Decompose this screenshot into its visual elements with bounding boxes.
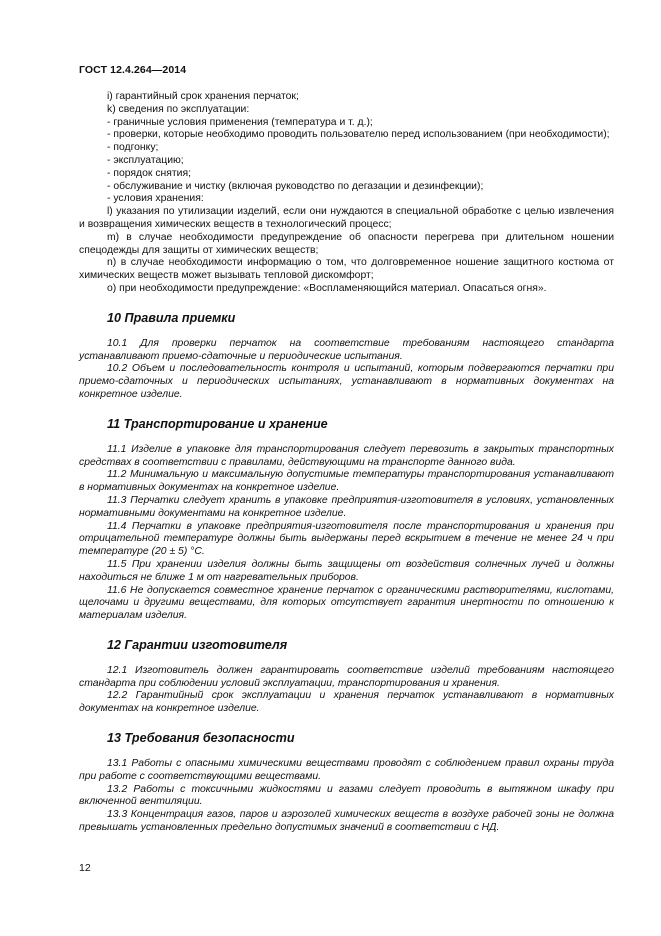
list-item: m) в случае необходимости предупреждение об опасности перегрева при длительном ношении спецодежды для защиты от химических веществ; — [79, 231, 614, 256]
list-item: - условия хранения: — [107, 193, 204, 205]
section-paragraph: 13.2 Работы с токсичными жидкостями и газами следует проводить в вытяжном шкафу при включенной вентиляции. — [79, 783, 614, 808]
document-body — [79, 91, 614, 835]
list-item: k) сведения по эксплуатации: — [107, 103, 250, 115]
section-paragraph: 10.2 Объем и последовательность контроля и испытаний, которым подвергаются перчатки при приемо-сдаточных и периодических испытаниях, устанавливают в нормативных документах на конкретное изделие. — [79, 363, 614, 400]
section-paragraph: 12.1 Изготовитель должен гарантировать соответствие изделий требованиям настоящего стандарта при соблюдении условий эксплуатации, транспортирования и хранения. — [79, 664, 614, 689]
document-header: ГОСТ 12.4.264—2014 — [79, 64, 187, 76]
requirements-list — [79, 91, 614, 296]
section-paragraph: 13.3 Концентрация газов, паров и аэрозолей химических веществ в воздухе рабочей зоны не должна превышать установленных предельно допустимых значений в соответствии с НД. — [79, 809, 614, 834]
list-item: - эксплуатацию; — [107, 154, 184, 166]
section-safety-requirements — [79, 716, 614, 835]
section-heading: 12 Гарантии изготовителя — [107, 637, 288, 652]
list-item: o) при необходимости предупреждение: «Воспламеняющийся материал. Опасаться огня». — [107, 282, 547, 294]
list-item: - подгонку; — [107, 142, 159, 154]
section-paragraph: 11.4 Перчатки в упаковке предприятия-изготовителя после транспортирования и хранения при отрицательной температуре должны быть выдержаны перед вскрытием в течение не менее 24 ч при температуре (20 ± 5) °С. — [79, 520, 614, 558]
section-heading: 10 Правила приемки — [107, 310, 236, 325]
list-item: - порядок снятия; — [107, 167, 191, 179]
section-transport-storage — [79, 402, 614, 623]
section-paragraph: 11.1 Изделие в упаковке для транспортирования следует перевозить в закрытых транспортных средствах в соответствии с правилами, действующими на транспорте данного вида. — [79, 443, 614, 468]
section-manufacturer-guarantees — [79, 623, 614, 716]
section-paragraph: 10.1 Для проверки перчаток на соответствие требованиям настоящего стандарта устанавливают приемо-сдаточные и периодические испытания. — [79, 337, 614, 362]
section-acceptance-rules — [79, 296, 614, 402]
list-item: n) в случае необходимости информацию о том, что долговременное ношение защитного костюма от химических веществ может вызывать тепловой дискомфорт; — [79, 257, 614, 282]
section-paragraph: 11.6 Не допускается совместное хранение перчаток с органическими растворителями, кислотами, щелочами и другими веществами, для которых отсутствует гарантия инертности по отношению к материалам изделия. — [79, 584, 614, 622]
list-item: i) гарантийный срок хранения перчаток; — [107, 91, 299, 102]
section-paragraph: 11.3 Перчатки следует хранить в упаковке предприятия-изготовителя в условиях, установленных нормативными документами на конкретное изделие. — [79, 494, 614, 519]
list-item: l) указания по утилизации изделий, если они нуждаются в специальной обработке с целью извлечения и возвращения химических веществ в технологический процесс; — [79, 206, 614, 230]
section-paragraph: 11.2 Минимальную и максимальную допустимые температуры транспортирования устанавливают в нормативных документах на конкретное изделие. — [79, 469, 614, 494]
section-paragraph: 12.2 Гарантийный срок эксплуатации и хранения перчаток устанавливают в нормативных документах на конкретное изделие. — [79, 690, 614, 715]
section-paragraph: 11.5 При хранении изделия должны быть защищены от воздействия солнечных лучей и должны находиться не ближе 1 м от нагревательных приборов. — [79, 558, 614, 583]
list-item: - обслуживание и чистку (включая руководство по дегазации и дезинфекции); — [107, 180, 484, 192]
page-number: 12 — [79, 862, 91, 874]
section-heading: 13 Требования безопасности — [107, 731, 295, 746]
list-item: - граничные условия применения (температура и т. д.); — [107, 116, 373, 128]
list-item: - проверки, которые необходимо проводить пользователю перед использованием (при необходимости); — [107, 129, 610, 141]
section-paragraph: 13.1 Работы с опасными химическими веществами проводят с соблюдением правил охраны труда при работе с соответствующими веществами. — [79, 758, 614, 782]
section-heading: 11 Транспортирование и хранение — [107, 416, 328, 431]
